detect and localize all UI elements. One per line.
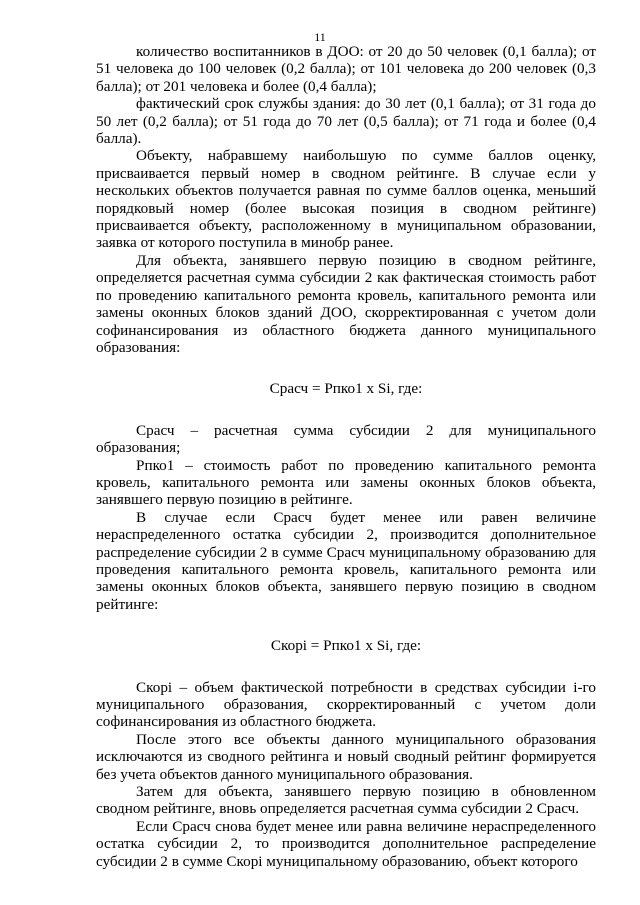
paragraph-additional-distribution: В случае если Срасч будет менее или равен величине нераспределенного остатка субсидии 2, производится дополнительное распределение субсидии 2 в сумме Срасч муниципальному образованию для проведения капитального ремонта кровель, капитального ремонта или замены оконных блоков объекта, занявшего первую позицию в сводном рейтинге: — [96, 508, 596, 613]
paragraph-updated-rating: Затем для объекта, занявшего первую позицию в обновленном сводном рейтинге, вновь определяется расчетная сумма субсидии 2 Срасч. — [96, 783, 596, 818]
page-number: 11 — [314, 30, 326, 44]
paragraph-ranking-rule: Объекту, набравшему наибольшую по сумме баллов оценку, присваивается первый номер в сводном рейтинге. В случае если у нескольких объектов получается равная по сумме баллов оценка, меньший порядковый номер (более высокая позиция в сводном рейтинге) присваивается объекту, расположенному в муниципальном образовании, заявка от которого поступила в минобр ранее. — [96, 147, 596, 252]
paragraph-building-age: фактический срок службы здания: до 30 лет (0,1 балла); от 31 года до 50 лет (0,2 балла); от 51 года до 70 лет (0,5 балла); от 71 года и более (0,4 балла). — [96, 95, 596, 148]
document-body — [96, 43, 596, 870]
formula-srasch: Срасч = Рпко1 x Si, где: — [269, 380, 423, 398]
paragraph-exclusion: После этого все объекты данного муниципального образования исключаются из сводного рейтинга и новый сводный рейтинг формируется без учета объектов данного муниципального образования. — [96, 730, 596, 783]
formula-skori: Скорi = Рпко1 x Si, где: — [270, 637, 422, 655]
paragraph-first-position: Для объекта, занявшего первую позицию в сводном рейтинге, определяется расчетная сумма субсидии 2 как фактическая стоимость работ по проведению капитального ремонта кровель, капитального ремонта или замены оконных блоков зданий ДОО, скорректированная с учетом доли софинансирования из областного бюджета данного муниципального образования: — [96, 251, 596, 356]
paragraph-srasch-definition: Срасч – расчетная сумма субсидии 2 для муниципального образования; — [96, 421, 596, 457]
paragraph-children-count: количество воспитанников в ДОО: от 20 до 50 человек (0,1 балла); от 51 человека до 100 человек (0,2 балла); от 101 человека до 200 человек (0,3 балла); от 201 человека и более (0,4 балла); — [96, 43, 596, 95]
paragraph-skori-definition: Скорi – объем фактической потребности в средствах субсидии i-го муниципального образования, скорректированный с учетом доли софинансирования из областного бюджета. — [96, 678, 596, 731]
paragraph-repeat-distribution: Если Срасч снова будет менее или равна величине нераспределенного остатка субсидии 2, то производится дополнительное распределение субсидии 2 в сумме Скорi муниципальному образованию, объект которого — [96, 817, 596, 870]
paragraph-rpko1-definition: Рпко1 – стоимость работ по проведению капитального ремонта кровель, капитального ремонта или замены оконных блоков объекта, занявшего первую позицию в рейтинге. — [96, 456, 596, 509]
